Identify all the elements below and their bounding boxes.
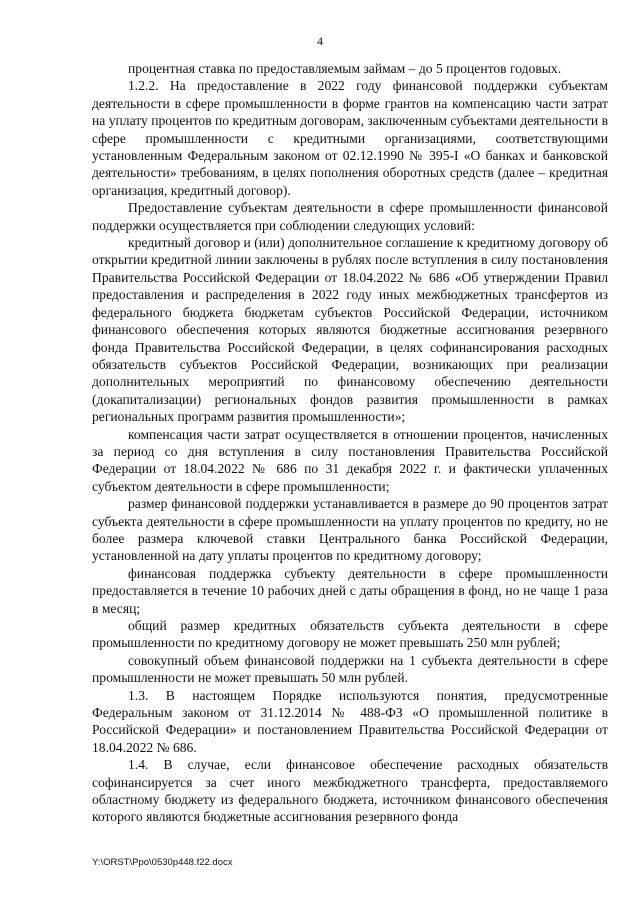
- paragraph-1-2-2: 1.2.2. На предоставление в 2022 году финансовой поддержки субъектам деятельности в сфере промышленности в форме грантов на компенсацию части затрат на уплату процентов по кредитным договорам, заключенным субъектами деятельности в сфере промышленности с кредитными организациями, соответствующими установленным Федеральным законом от 02.12.1990 № 395-I «О банках и банковской деятельности» требованиям, в целях пополнения оборотных средств (далее – кредитная организация, кредитный договор).: [92, 78, 608, 198]
- page-number: 4: [317, 34, 323, 48]
- paragraph-interest-rate: процентная ставка по предоставляемым займам – до 5 процентов годовых.: [128, 61, 562, 76]
- paragraph-support-size: размер финансовой поддержки устанавливается в размере до 90 процентов затрат субъекта деятельности в сфере промышленности на уплату процентов по кредиту, но не более размера ключевой ставки Центрального банка Российской Федерации, установленной на дату уплаты процентов по кредитному договору;: [92, 496, 608, 564]
- paragraph-credit-agreement: кредитный договор и (или) дополнительное соглашение к кредитному договору об открытии кредитной линии заключены в рублях после вступления в силу постановления Правительства Российской Федерации от 18.04.2022 № 686 «Об утверждении Правил предоставления и распределения в 2022 году иных межбюджетных трансфертов из федерального бюджета бюджетам субъектов Российской Федерации, источником финансового обеспечения которых являются бюджетные ассигнования резервного фонда Правительства Российской Федерации, в целях софинансирования расходных обязательств субъектов Российской Федерации, возникающих при реализации дополнительных мероприятий по финансовому обеспечению деятельности (докапитализации) региональных фондов развития промышленности в рамках региональных программ развития промышленности»;: [92, 235, 608, 425]
- paragraph-compensation: компенсация части затрат осуществляется в отношении процентов, начисленных за период со дня вступления в силу постановления Правительства Российской Федерации от 18.04.2022 № 686 по 31 декабря 2022 г. и фактически уплаченных субъектом деятельности в сфере промышленности;: [92, 426, 608, 494]
- paragraph-support-timing: финансовая поддержка субъекту деятельности в сфере промышленности предоставляется в течение 10 рабочих дней с даты обращения в фонд, но не чаще 1 раза в месяц;: [92, 565, 608, 616]
- paragraph-total-support: совокупный объем финансовой поддержки на 1 субъекта деятельности в сфере промышленности не может превышать 50 млн рублей.: [92, 652, 608, 686]
- paragraph-1-4: 1.4. В случае, если финансовое обеспечение расходных обязательств софинансируется за счет иного межбюджетного трансферта, предоставляемого областному бюджету из федерального бюджета, источником финансового обеспечения которого являются бюджетные ассигнования резервного фонда: [92, 757, 608, 825]
- file-path-footer: Y:\ORST\Ppo\0530p448.f22.docx: [92, 857, 233, 868]
- paragraph-conditions-intro: Предоставление субъектам деятельности в сфере промышленности финансовой поддержки осуществляется при соблюдении следующих условий:: [92, 200, 608, 233]
- paragraph-credit-limit: общий размер кредитных обязательств субъекта деятельности в сфере промышленности по кредитному договору не может превышать 250 млн рублей;: [92, 618, 608, 651]
- paragraph-1-3: 1.3. В настоящем Порядке используются понятия, предусмотренные Федеральным законом от 31.12.2014 № 488-ФЗ «О промышленной политике в Российской Федерации» и постановлением Правительства Российской Федерации от 18.04.2022 № 686.: [92, 687, 608, 755]
- document-body: [92, 60, 608, 826]
